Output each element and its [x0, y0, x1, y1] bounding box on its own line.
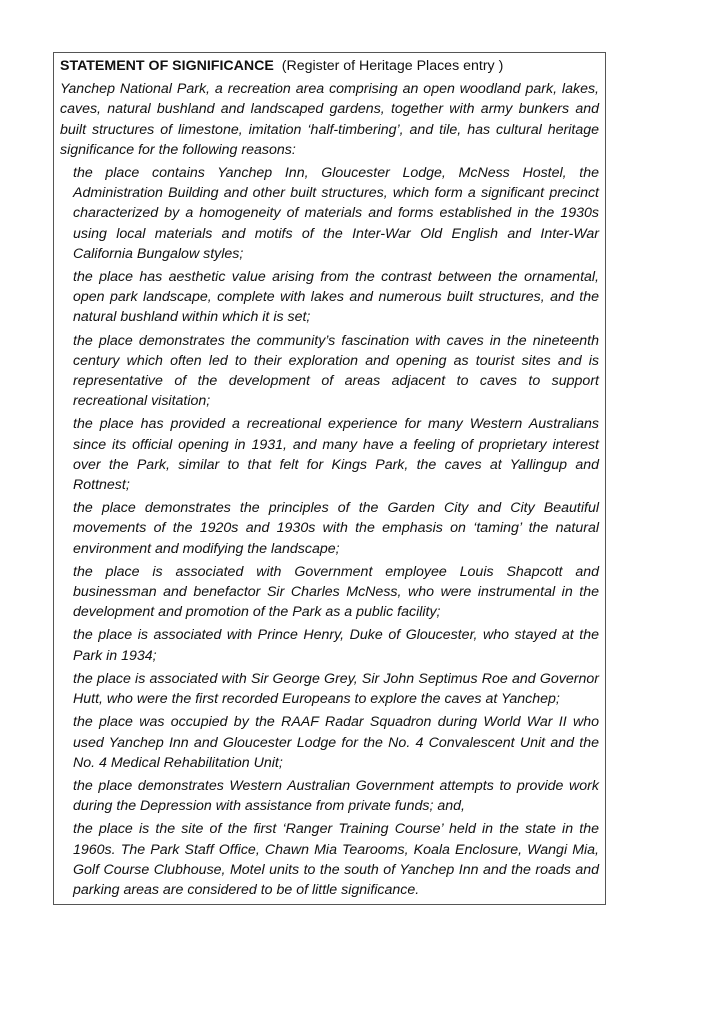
reason-item: the place is associated with Prince Henry, Duke of Gloucester, who stayed at the Park in 1934; [73, 627, 599, 664]
reason-item: the place has aesthetic value arising from the contrast between the ornamental, open park landscape, complete with lakes and numerous built structures, and the natural bushland within which it is set; [73, 269, 599, 326]
reason-item: the place is the site of the first ‘Ranger Training Course’ held in the state in the 1960s. The Park Staff Office, Chawn Mia Tearooms, Koala Enclosure, Wangi Mia, Golf Course Clubhouse, Motel units to the south of Yanchep Inn and the roads and parking areas are considered to be of little significance. [73, 821, 599, 898]
reason-item: the place contains Yanchep Inn, Gloucester Lodge, McNess Hostel, the Administration Building and other built structures, which form a significant precinct characterized by a homogeneity of materials and forms established in the 1930s using local materials and motifs of the Inter-War Old English and Inter-War California Bungalow styles; [73, 165, 599, 262]
statement-heading [60, 56, 599, 76]
reason-item: the place demonstrates the principles of the Garden City and City Beautiful movements of the 1920s and 1930s with the emphasis on ‘taming’ the natural environment and modifying the landscape; [73, 500, 599, 557]
statement-intro: Yanchep National Park, a recreation area comprising an open woodland park, lakes, caves, natural bushland and landscaped gardens, together with army bunkers and built structures of limestone, imitation ‘half-timbering’, and tile, has cultural heritage significance for the following reasons: [60, 81, 599, 158]
reason-item: the place was occupied by the RAAF Radar Squadron during World War II who used Yanchep Inn and Gloucester Lodge for the No. 4 Convalescent Unit and the No. 4 Medical Rehabilitation Unit; [73, 714, 599, 771]
reason-item: the place is associated with Government employee Louis Shapcott and businessman and benefactor Sir Charles McNess, who were instrumental in the development and promotion of the Park as a public facility; [73, 563, 599, 621]
statement-subtitle: (Register of Heritage Places entry ) [281, 58, 504, 74]
reason-item: the place is associated with Sir George Grey, Sir John Septimus Roe and Governor Hutt, who were the first recorded Europeans to explore the caves at Yanchep; [73, 670, 599, 708]
reason-item: the place has provided a recreational experience for many Western Australians since its official opening in 1931, and many have a feeling of proprietary interest over the Park, similar to that felt for Kings Park, the caves at Yallingup and Rottnest; [73, 416, 599, 494]
reasons-list [60, 163, 599, 900]
statement-of-significance-box [53, 52, 606, 905]
reason-item: the place demonstrates Western Australian Government attempts to provide work during the Depression with assistance from private funds; and, [73, 777, 599, 815]
statement-title: STATEMENT OF SIGNIFICANCE [60, 58, 274, 74]
reason-item: the place demonstrates the community’s fascination with caves in the nineteenth century which often led to their exploration and opening as tourist sites and is representative of the development of areas adjacent to caves to support recreational visitation; [73, 332, 599, 410]
